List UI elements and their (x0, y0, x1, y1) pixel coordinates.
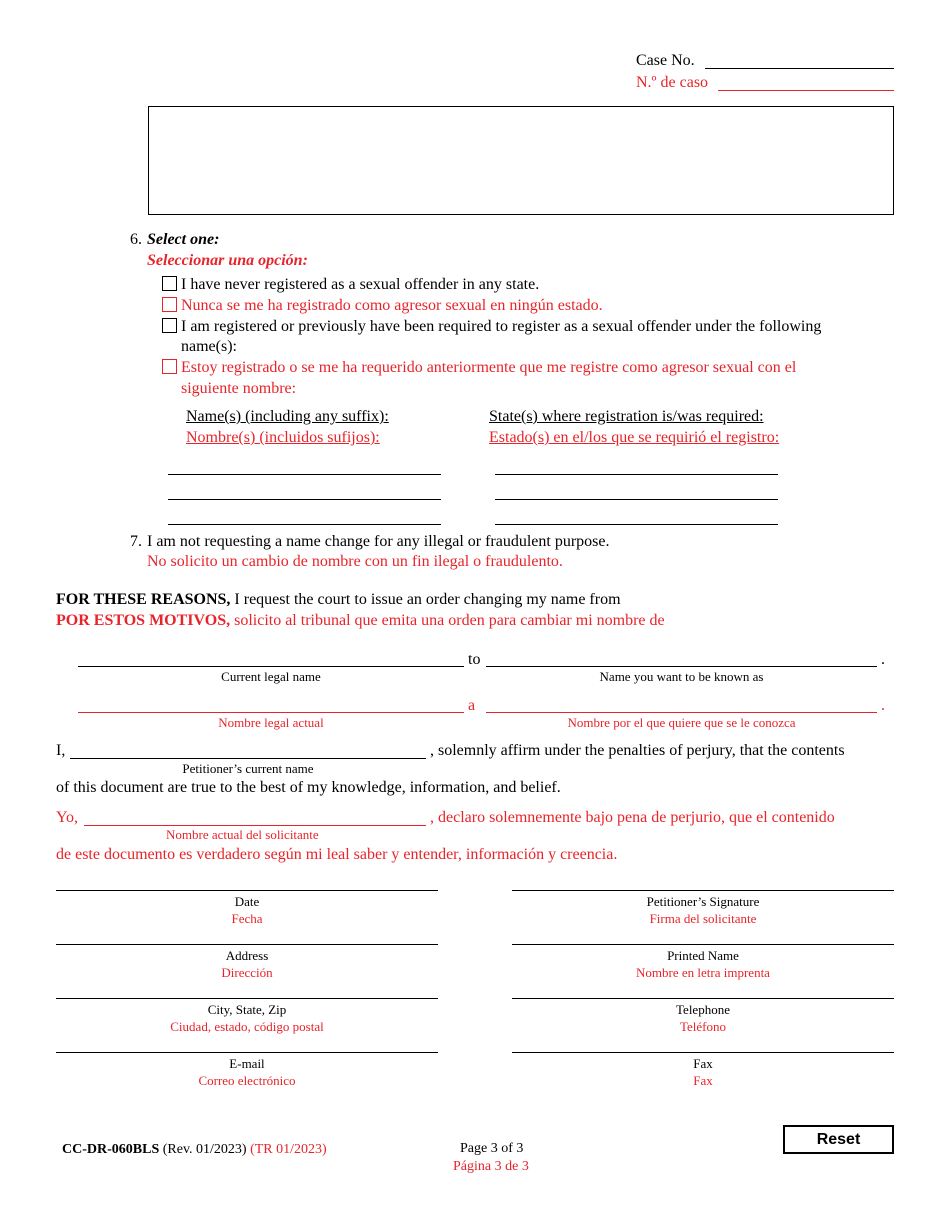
address-field[interactable] (56, 944, 438, 945)
case-no-label-es: N.º de caso (636, 74, 709, 91)
current-legal-name-caption: Current legal name (221, 669, 321, 684)
option2-text-es-line2: siguiente nombre: (181, 380, 297, 397)
email-label: E-mail (229, 1056, 265, 1071)
affirm-line2: of this document are true to the best of my knowledge, information, and belief. (56, 779, 561, 796)
form-tr: (TR 01/2023) (250, 1142, 327, 1157)
affirm-yo: Yo, (56, 809, 78, 826)
period: . (881, 651, 885, 668)
signature-label-es: Firma del solicitante (649, 911, 757, 926)
option2-checkbox[interactable] (162, 318, 177, 333)
item7-text: I am not requesting a name change for any illegal or fraudulent purpose. (147, 533, 610, 550)
reset-button[interactable]: Reset (783, 1125, 894, 1154)
desired-name-field[interactable] (486, 666, 877, 667)
affirm-line2-es: de este documento es verdadero según mi leal saber y entender, información y creencia. (56, 846, 618, 863)
fax-field[interactable] (512, 1052, 894, 1053)
case-no-field[interactable] (705, 68, 894, 69)
affirm-i: I, (56, 742, 66, 759)
current-legal-name-line-es (78, 712, 464, 713)
states-header-es: Estado(s) en el/los que se requirió el registro: (489, 429, 780, 446)
date-field[interactable] (56, 890, 438, 891)
email-label-es: Correo electrónico (198, 1073, 296, 1088)
names-header: Name(s) (including any suffix): (186, 408, 389, 425)
text-entry-box[interactable] (148, 106, 894, 215)
petitioner-name-caption-es: Nombre actual del solicitante (166, 827, 319, 842)
item6-title-es: Seleccionar una opción: (147, 252, 308, 269)
date-label-es: Fecha (231, 911, 263, 926)
address-label: Address (225, 948, 269, 963)
telephone-field[interactable] (512, 998, 894, 999)
current-legal-name-field[interactable] (78, 666, 464, 667)
option1-checkbox[interactable] (162, 276, 177, 291)
date-label: Date (234, 894, 260, 909)
registration-state-field-2[interactable] (495, 499, 778, 500)
address-label-es: Dirección (221, 965, 273, 980)
option2-text-line1: I am registered or previously have been required to register as a sexual offender under the following (181, 318, 822, 335)
reasons-rest-es: solicito al tribunal que emita una orden para cambiar mi nombre de (234, 612, 665, 629)
printed-name-label: Printed Name (667, 948, 739, 963)
names-header-es: Nombre(s) (incluidos sufijos): (186, 429, 380, 446)
email-field[interactable] (56, 1052, 438, 1053)
item7-text-es: No solicito un cambio de nombre con un fin ilegal o fraudulento. (147, 553, 563, 570)
item7-number: 7. (130, 533, 142, 550)
registered-name-field-3[interactable] (168, 524, 441, 525)
option2-text-es-line1: Estoy registrado o se me ha requerido anteriormente que me registre como agresor sexual con el (181, 359, 797, 376)
fax-label-es: Fax (693, 1073, 713, 1088)
telephone-label-es: Teléfono (679, 1019, 726, 1034)
printed-name-label-es: Nombre en letra imprenta (636, 965, 770, 980)
reasons-rest: I request the court to issue an order changing my name from (234, 591, 621, 608)
city-state-zip-label-es: Ciudad, estado, código postal (170, 1019, 324, 1034)
affirm-text-es: , declaro solemnemente bajo pena de perjurio, que el contenido (430, 809, 835, 826)
page-number: Page 3 of 3 (460, 1141, 524, 1156)
desired-name-caption-es: Nombre por el que quiere que se le conozca (567, 715, 796, 730)
fax-label: Fax (693, 1056, 713, 1071)
printed-name-field[interactable] (512, 944, 894, 945)
registration-state-field-1[interactable] (495, 474, 778, 475)
reasons-text-es (56, 612, 665, 630)
signature-label: Petitioner’s Signature (646, 894, 760, 909)
city-state-zip-label: City, State, Zip (207, 1002, 287, 1017)
option2-text-line2: name(s): (181, 338, 237, 355)
current-legal-name-caption-es: Nombre legal actual (218, 715, 324, 730)
petitioner-name-line-es (84, 825, 426, 826)
item6-title: Select one: (147, 231, 220, 248)
reasons-bold: FOR THESE REASONS, (56, 591, 231, 608)
affirm-text: , solemnly affirm under the penalties of perjury, that the contents (430, 742, 845, 759)
registered-name-field-2[interactable] (168, 499, 441, 500)
registered-name-field-1[interactable] (168, 474, 441, 475)
page-number-es: Página 3 de 3 (453, 1159, 529, 1174)
registration-state-field-3[interactable] (495, 524, 778, 525)
form-id-line (62, 1142, 327, 1158)
desired-name-line-es (486, 712, 877, 713)
signature-field[interactable] (512, 890, 894, 891)
telephone-label: Telephone (676, 1002, 730, 1017)
case-no-field-es (718, 90, 894, 91)
case-no-label: Case No. (636, 52, 695, 69)
desired-name-caption: Name you want to be known as (599, 669, 764, 684)
form-id: CC-DR-060BLS (62, 1142, 160, 1157)
option2-checkbox-es (162, 359, 177, 374)
reasons-text (56, 591, 621, 609)
reasons-bold-es: POR ESTOS MOTIVOS, (56, 612, 231, 629)
to-word: to (468, 651, 481, 668)
option1-text: I have never registered as a sexual offender in any state. (181, 276, 540, 293)
states-header: State(s) where registration is/was required: (489, 408, 764, 425)
city-state-zip-field[interactable] (56, 998, 438, 999)
item6-number: 6. (130, 231, 142, 248)
petitioner-name-field[interactable] (70, 758, 426, 759)
option1-text-es: Nunca se me ha registrado como agresor sexual en ningún estado. (181, 297, 603, 314)
option1-checkbox-es (162, 297, 177, 312)
period-es: . (881, 697, 885, 714)
a-word: a (468, 697, 476, 714)
petitioner-name-caption: Petitioner’s current name (182, 761, 314, 776)
form-rev: (Rev. 01/2023) (162, 1142, 247, 1157)
